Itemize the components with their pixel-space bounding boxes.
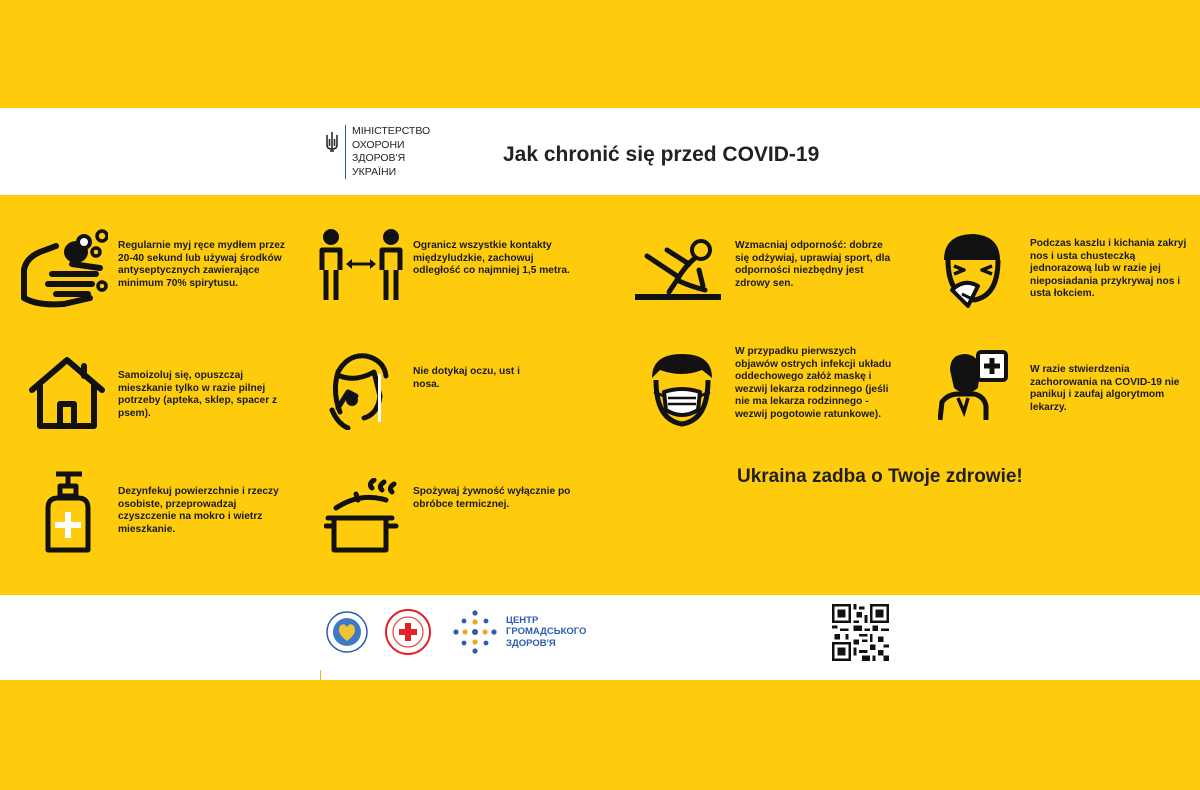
trident-icon — [325, 131, 339, 153]
sanitizer-bottle-icon — [42, 468, 94, 556]
tip-self-isolate: Samoizoluj się, opuszczaj mieszkanie tylko w razie pilnej potrzeby (apteka, sklep, spacer z psem). — [118, 370, 278, 419]
tip-cough: Podczas kaszlu i kichania zakryj nos i usta chusteczką jednorazową lub w razie jej nieposiadania przykrywaj nos i usta łokciem. — [1030, 238, 1187, 300]
tip-no-touch: Nie dotykaj oczu, ust i nosa. — [413, 366, 520, 390]
no-touch-face-icon — [326, 352, 394, 430]
center-line: ЦЕНТР — [506, 614, 539, 626]
ministry-line: МІНІСТЕРСТВО — [352, 125, 431, 137]
tip-limit-contacts: Ogranicz wszystkie kontakty międzyludzkie, zachowuj odległość co najmniej 1,5 metra. — [413, 240, 570, 277]
red-cross-logo — [385, 609, 431, 655]
ministry-line: ОХОРОНИ — [352, 138, 405, 151]
public-health-center-name — [506, 615, 586, 650]
ministry-divider — [345, 125, 346, 179]
page-title: Jak chronić się przed COVID-19 — [503, 143, 820, 166]
ministry-line: ЗДОРОВ'Я — [352, 152, 406, 164]
tip-immunity: Wzmacniaj odporność: dobrze się odżywiaj, uprawiaj sport, dla odporności niezbędny jest zdrowy sen. — [735, 240, 891, 289]
public-health-center-icon — [452, 609, 498, 655]
slogan: Ukraina zadba o Twoje zdrowie! — [737, 466, 1023, 487]
tip-symptoms: W przypadku pierwszych objawów ostrych infekcji układu oddechowego załóż maskę i wezwij lekarza rodzinnego (jeśli nie ma lekarza rodzinnego - wezwij pogotowie ratunkowe). — [735, 346, 892, 420]
face-mask-icon — [646, 352, 718, 428]
qr-code[interactable] — [832, 604, 889, 661]
footer-band — [0, 595, 1200, 680]
cooking-pot-icon — [324, 478, 404, 556]
tip-disinfect: Dezynfekuj powierzchnie i rzeczy osobiste, przeprowadzaj czyszczenie na mokro i wietrz mieszkanie. — [118, 486, 279, 535]
tip-diagnosis: W razie stwierdzenia zachorowania na COVID-19 nie panikuj i zaufaj algorytmom lekarzy. — [1030, 364, 1180, 413]
center-line: ЗДОРОВ'Я — [506, 637, 556, 649]
house-icon — [28, 354, 106, 430]
ministry-line: УКРАЇНИ — [352, 165, 397, 178]
public-health-center-logo — [452, 609, 586, 655]
center-line: ГРОМАДСЬКОГО — [506, 626, 587, 638]
doctor-icon — [938, 348, 1010, 422]
tip-wash-hands: Regularnie myj ręce mydłem przez 20-40 sekund lub używaj środków antyseptycznych zawierające minimum 70% spirytusu. — [118, 240, 286, 289]
organization-seal-logo — [326, 611, 368, 653]
ministry-logo — [325, 125, 430, 179]
tip-food: Spożywaj żywność wyłącznie po obróbce termicznej. — [413, 486, 571, 510]
footer-marker — [320, 670, 321, 680]
wash-hands-icon — [18, 228, 108, 310]
sneeze-icon — [938, 230, 1008, 310]
social-distance-icon — [318, 228, 404, 302]
exercise-icon — [633, 236, 723, 304]
ministry-name — [352, 125, 430, 179]
